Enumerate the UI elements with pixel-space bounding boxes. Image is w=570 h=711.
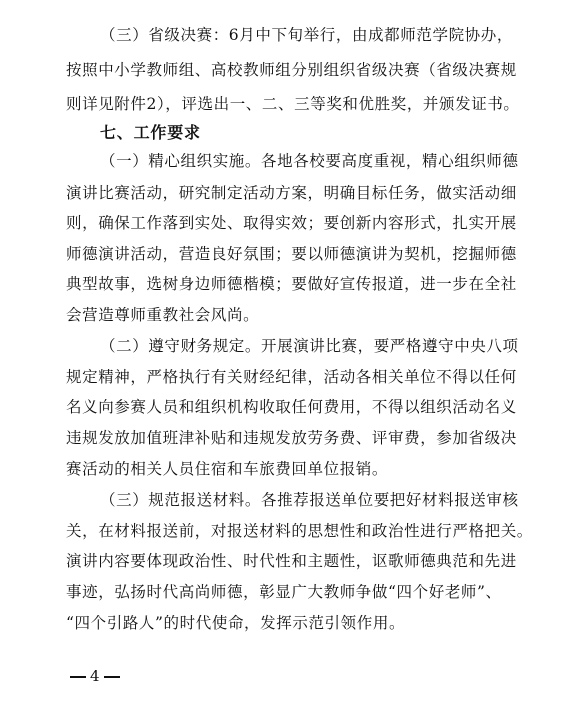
- text-line: 演讲比赛活动，研究制定活动方案，明确目标任务，做实活动细: [66, 184, 517, 202]
- text-line: 关，在材料报送前，对报送材料的思想性和政治性进行严格把关。: [66, 522, 533, 540]
- text-line: 规定精神，严格执行有关财经纪律，活动各相关单位不得以任何: [66, 368, 517, 386]
- text-line: 按照中小学教师组、高校教师组分别组织省级决赛（省级决赛规: [66, 61, 517, 79]
- section-heading: 七、工作要求: [100, 123, 201, 142]
- text-line: 师德演讲活动，营造良好氛围；要以师德演讲为契机，挖掘师德: [66, 245, 517, 263]
- text-line: 演讲内容要体现政治性、时代性和主题性，讴歌师德典范和先进: [66, 552, 517, 570]
- dash-left: [70, 676, 86, 678]
- text-line: 名义向参赛人员和组织机构收取任何费用，不得以组织活动名义: [66, 398, 517, 416]
- text-line: 违规发放加值班津补贴和违规发放劳务费、评审费，参加省级决: [66, 429, 517, 447]
- text-line: 则，确保工作落到实处、取得实效；要创新内容形式，扎实开展: [66, 214, 517, 232]
- dash-right: [104, 676, 120, 678]
- text-line: 会营造尊师重教社会风尚。: [66, 306, 260, 324]
- text-line: （三）规范报送材料。各推荐报送单位要把好材料报送审核: [100, 491, 519, 509]
- text-line: 典型故事，选树身边师德楷模；要做好宣传报道，进一步在全社: [66, 275, 517, 293]
- text-line: 赛活动的相关人员住宿和车旅费回单位报销。: [66, 460, 389, 478]
- page-number-footer: [66, 666, 124, 686]
- text-line: （一）精心组织实施。各地各校要高度重视，精心组织师德: [100, 152, 519, 170]
- text-line: 事迹，弘扬时代高尚师德，彰显广大教师争做“四个好老师”、: [66, 583, 502, 601]
- text-line: （三）省级决赛：6月中下旬举行，由成都师范学院协办，: [100, 26, 513, 44]
- page-number: 4: [90, 667, 100, 685]
- text-line: 则详见附件2），评选出一、二、三等奖和优胜奖，并颁发证书。: [66, 95, 520, 113]
- text-line: “四个引路人”的时代使命，发挥示范引领作用。: [66, 614, 406, 632]
- text-line: （二）遵守财务规定。开展演讲比赛，要严格遵守中央八项: [100, 337, 519, 355]
